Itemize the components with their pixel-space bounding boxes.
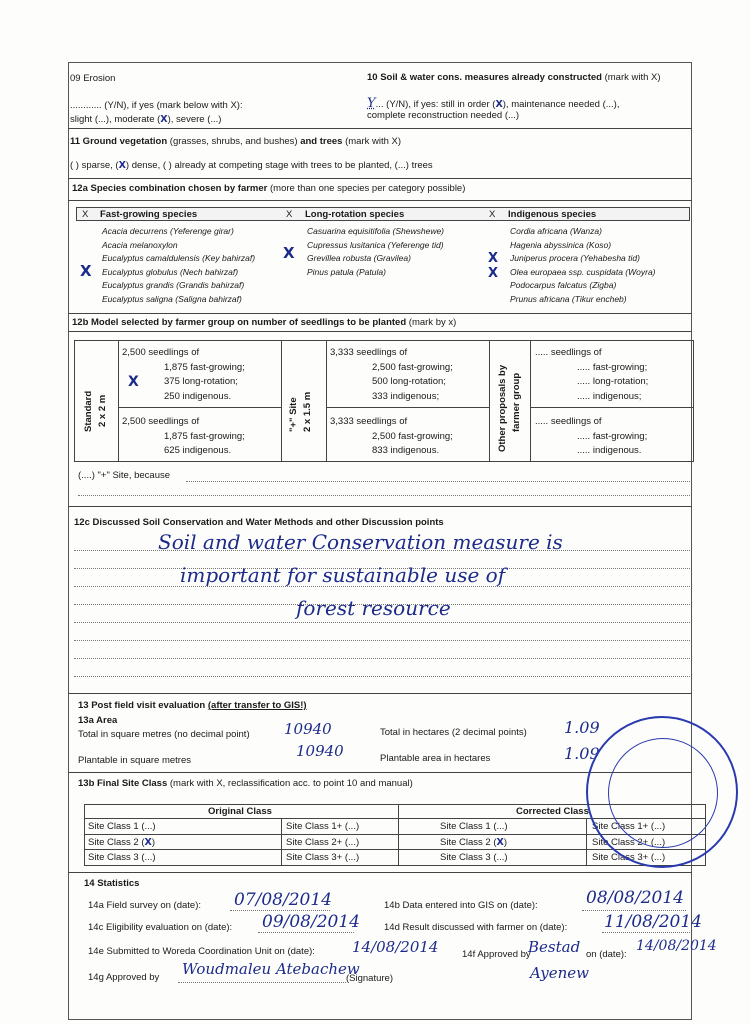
plantable-sqm-value[interactable]: 10940 (296, 742, 344, 760)
corr-class-1plus: Site Class 1+ (...) (592, 821, 666, 832)
standard-option-b (122, 415, 245, 459)
swc-in-order-mark[interactable]: X (495, 99, 503, 110)
species-title (72, 183, 465, 194)
species-item: Acacia melanoxylon (102, 239, 178, 250)
model-title (72, 317, 456, 328)
eligibility-date[interactable]: 09/08/2014 (262, 912, 360, 932)
plus-option-b (330, 415, 453, 459)
signature-label: (Signature) (346, 973, 393, 984)
discussion-handwriting-2[interactable]: important for sustainable use of (180, 563, 506, 587)
vegetation-title-suffix: (mark with X) (345, 136, 402, 147)
indig-col-x: X (489, 209, 496, 220)
species-item: Cupressus lusitanica (Yeferenge tid) (307, 239, 444, 250)
erosion-title: 09 Erosion (70, 73, 116, 84)
orig-class-2-text: Site Class 2 ( (88, 837, 145, 848)
orig-class-1plus: Site Class 1+ (...) (286, 821, 360, 832)
cell-line: 1,875 fast-growing; (164, 430, 245, 442)
vegetation-title-end: and trees (300, 136, 343, 147)
orig-class-3plus: Site Class 3+ (...) (286, 852, 360, 863)
divider (68, 331, 692, 332)
site-because-label: (....) "+" Site, because (78, 470, 171, 481)
total-sqm-value[interactable]: 10940 (284, 720, 332, 738)
other-option-a (535, 346, 648, 404)
cell-line: 333 indigenous; (372, 390, 440, 402)
gis-entry-label: 14b Data entered into GIS on (date): (384, 900, 538, 911)
fill-line (602, 932, 690, 933)
erosion-degree-line (70, 114, 221, 125)
final-class-title (78, 778, 413, 789)
corr-class-2plus: Site Class 2+ (...) (592, 837, 666, 848)
species-item: Acacia decurrens (Yeferenge girar) (102, 226, 234, 236)
corr-class-3: Site Class 3 (...) (440, 852, 508, 863)
cell-line: ..... fast-growing; (577, 361, 648, 373)
plantable-ha-value[interactable]: 1.09 (564, 744, 600, 763)
swc-answer[interactable]: Y (367, 96, 376, 111)
indig-header: Indigenous species (508, 209, 597, 220)
total-sqm-label: Total in square metres (no decimal point) (78, 729, 250, 740)
fill-line (186, 481, 690, 482)
corr-class-2: Site Class 2 (X) (440, 837, 507, 848)
divider (68, 693, 692, 694)
plus-option-a (330, 346, 453, 404)
fill-line (178, 982, 346, 983)
species-item: Prunus africana (Tikur encheb) (510, 293, 627, 304)
discussion-handwriting-1[interactable]: Soil and water Conservation measure is (158, 530, 563, 554)
cell-line: ..... seedlings of (535, 416, 602, 427)
species-item: Olea europaea ssp. cuspidata (Woyra) (510, 266, 656, 277)
eligibility-label: 14c Eligibility evaluation on (date): (88, 922, 233, 933)
species-item: Podocarpus falcatus (Zigba) (510, 280, 617, 290)
post-visit-title-suffix: (after transfer to GIS!) (207, 700, 307, 711)
vegetation-line (70, 160, 433, 171)
species-item: Cordia africana (Wanza) (510, 226, 602, 236)
cell-line: 2,500 seedlings of (122, 347, 200, 358)
species-item: Eucalyptus globulus (Nech bahirzaf) (102, 266, 239, 277)
swc-line1: Y... (Y/N), if yes: still in order (X), maintenance needed (...), (367, 96, 620, 111)
indig-species-list (510, 225, 656, 306)
swc-line2: complete reconstruction needed (...) (367, 110, 520, 121)
field-survey-label: 14a Field survey on (date): (88, 900, 202, 911)
long-species-list (307, 225, 444, 279)
long-cupressus-mark[interactable]: X (283, 244, 295, 262)
statistics-title: 14 Statistics (84, 878, 140, 889)
standard-option-a-mark[interactable]: X (128, 374, 139, 390)
species-item: Eucalyptus grandis (Grandis bahirzaf) (102, 280, 245, 290)
long-header: Long-rotation species (305, 209, 405, 220)
species-item: Juniperus procera (Yehabesha tid) (510, 253, 640, 263)
species-item: Casuarina equisitifolia (Shewshewe) (307, 226, 445, 236)
fill-line (74, 622, 690, 623)
final-class-title-suffix: (mark with X, reclassification acc. to point 10 and manual) (169, 778, 413, 789)
table-line (281, 340, 282, 462)
submitted-date[interactable]: 14/08/2014 (352, 938, 439, 956)
model-title-suffix: (mark by x) (408, 317, 457, 328)
divider (68, 872, 692, 873)
indig-olea-mark[interactable]: X (488, 266, 499, 281)
fast-globulus-mark[interactable]: X (80, 262, 92, 280)
plantable-sqm-label: Plantable in square metres (78, 755, 192, 766)
species-item: Pinus patula (Patula) (307, 266, 386, 277)
orig-class-2plus: Site Class 2+ (...) (286, 837, 360, 848)
species-item: Eucalyptus camaldulensis (Key bahirzaf) (102, 253, 256, 263)
fast-header: Fast-growing species (100, 209, 198, 220)
table-line (530, 407, 694, 408)
species-item: Grevillea robusta (Gravilea) (307, 253, 411, 263)
corr-class-3plus: Site Class 3+ (...) (592, 852, 666, 863)
vegetation-title-rest: (grasses, shrubs, and bushes) (169, 136, 298, 147)
erosion-yn-line: ............ (Y/N), if yes (mark below with X): (70, 100, 243, 111)
swc-title (367, 72, 661, 83)
cell-line: 625 indigenous. (164, 445, 232, 456)
corr-class-2-text: Site Class 2 ( (440, 837, 497, 848)
cell-line: ..... indigenous. (577, 445, 642, 456)
approved-g-name2[interactable]: Ayenew (530, 964, 589, 982)
table-line (118, 407, 281, 408)
species-item: Eucalyptus saligna (Saligna bahirzaf) (102, 293, 242, 304)
swc-title-suffix: (mark with X) (604, 72, 661, 83)
table-line (326, 340, 327, 462)
submitted-label: 14e Submitted to Woreda Coordination Unit on (date): (88, 946, 315, 957)
standard-option-a (122, 346, 245, 404)
erosion-moderate-mark[interactable]: X (160, 114, 168, 125)
vegetation-dense-mark[interactable]: X (118, 160, 126, 171)
species-title-suffix: (more than one species per category possible) (270, 183, 466, 194)
total-ha-label: Total in hectares (2 decimal points) (380, 727, 527, 738)
approved-f-date-label: on (date): (586, 949, 627, 960)
indig-juniperus-mark[interactable]: X (488, 251, 499, 266)
erosion-degree-text: slight (...), moderate ( (70, 114, 161, 125)
species-item: Hagenia abyssinica (Koso) (510, 239, 612, 250)
cell-line: 2,500 fast-growing; (372, 430, 453, 442)
corrected-class-header: Corrected Class (516, 806, 589, 817)
orig-class-2: Site Class 2 (X) (88, 837, 155, 848)
table-line (586, 818, 587, 866)
discussed-date[interactable]: 11/08/2014 (604, 912, 702, 932)
cell-line: 2,500 seedlings of (122, 416, 200, 427)
vegetation-line-text-end: ) dense, ( ) already at competing stage with trees to be planted, (...) trees (125, 160, 433, 171)
swc-line1-text-end: ), maintenance needed (...), (502, 99, 620, 110)
final-class-title-text: 13b Final Site Class (78, 778, 168, 789)
long-col-x: X (286, 209, 293, 220)
cell-line: ..... long-rotation; (577, 376, 649, 387)
approved-f-label: 14f Approved by (462, 949, 531, 960)
other-proposals-label: Other proposals by (497, 364, 508, 452)
divider (68, 313, 692, 314)
fast-species-list (102, 225, 255, 306)
table-line (326, 407, 489, 408)
plus-site-size: 2 x 1.5 m (302, 391, 313, 432)
discussion-title: 12c Discussed Soil Conservation and Water Methods and other Discussion points (74, 517, 444, 528)
fill-line (258, 932, 354, 933)
cell-line: 2,500 fast-growing; (372, 361, 453, 373)
cell-line: ..... fast-growing; (577, 430, 648, 442)
table-line (118, 340, 119, 462)
other-option-b (535, 415, 647, 459)
fill-line (582, 910, 686, 911)
original-class-header: Original Class (208, 806, 272, 817)
cell-line: ..... indigenous; (577, 390, 642, 402)
fill-line (230, 910, 330, 911)
orig-class-2-mark[interactable]: X (144, 837, 152, 848)
plantable-ha-label: Plantable area in hectares (380, 753, 491, 764)
cell-line: 3,333 seedlings of (330, 347, 408, 358)
table-line (530, 340, 531, 462)
orig-class-1: Site Class 1 (...) (88, 821, 156, 832)
corr-class-2-mark[interactable]: X (496, 837, 504, 848)
vegetation-line-text: ( ) sparse, ( (70, 160, 119, 171)
fill-line (74, 676, 690, 677)
table-line (281, 818, 282, 866)
species-title-text: 12a Species combination chosen by farmer (72, 183, 268, 194)
approved-g-name[interactable]: Woudmaleu Atebachew (182, 960, 360, 978)
fill-line (78, 495, 690, 496)
vegetation-title (70, 136, 401, 147)
cell-line: ..... seedlings of (535, 347, 602, 358)
area-title: 13a Area (78, 715, 118, 726)
discussion-handwriting-3[interactable]: forest resource (296, 596, 451, 620)
field-survey-date[interactable]: 07/08/2014 (234, 890, 332, 910)
table-line (398, 804, 399, 866)
cell-line: 1,875 fast-growing; (164, 361, 245, 373)
fast-col-x: X (82, 209, 89, 220)
erosion-degree-text-end: ), severe (...) (167, 114, 222, 125)
post-visit-title (78, 700, 307, 711)
approved-g-label: 14g Approved by (88, 972, 160, 983)
stamp-inner-ring (608, 738, 718, 848)
cell-line: 3,333 seedlings of (330, 416, 408, 427)
approved-f-name[interactable]: Bestad (528, 938, 581, 956)
vegetation-title-text: 11 Ground vegetation (70, 136, 168, 147)
standard-size: 2 x 2 m (97, 394, 108, 427)
discussed-label: 14d Result discussed with farmer on (date): (384, 922, 568, 933)
swc-line1-text: (Y/N), if yes: still in order ( (386, 99, 496, 110)
approved-f-date[interactable]: 14/08/2014 (636, 938, 717, 954)
swc-title-text: 10 Soil & water cons. measures already constructed (367, 72, 602, 83)
orig-class-3: Site Class 3 (...) (88, 852, 156, 863)
divider (68, 506, 692, 507)
fill-line (74, 658, 690, 659)
standard-label: Standard (83, 390, 94, 432)
cell-line: 375 long-rotation; (164, 376, 238, 387)
divider (68, 200, 692, 201)
corr-class-1: Site Class 1 (...) (440, 821, 508, 832)
plus-site-label: "+" Site (288, 397, 299, 432)
total-ha-value[interactable]: 1.09 (564, 718, 600, 737)
cell-line: 500 long-rotation; (372, 376, 446, 387)
table-line (489, 340, 490, 462)
divider (68, 178, 692, 179)
cell-line: 833 indigenous. (372, 445, 440, 456)
post-visit-title-text: 13 Post field visit evaluation (78, 700, 206, 711)
fill-line (74, 640, 690, 641)
official-stamp (586, 716, 738, 868)
model-title-text: 12b Model selected by farmer group on number of seedlings to be planted (72, 317, 407, 328)
other-proposals-label2: farmer group (511, 372, 522, 432)
gis-entry-date[interactable]: 08/08/2014 (586, 888, 684, 908)
divider (68, 128, 692, 129)
cell-line: 250 indigenous. (164, 390, 232, 402)
